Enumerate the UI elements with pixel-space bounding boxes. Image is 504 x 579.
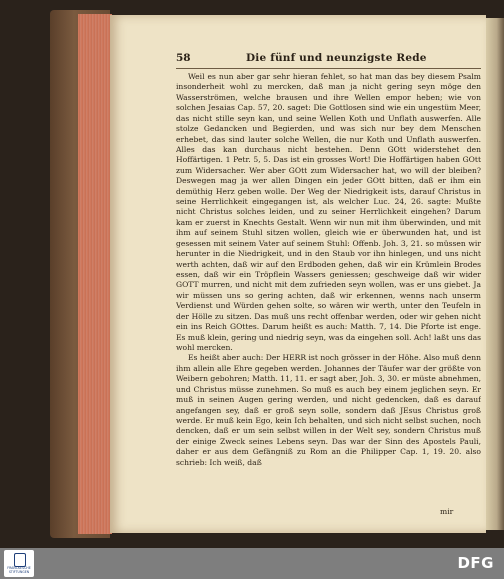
logo-caption: FRANCKESCHE STIFTUNGEN xyxy=(7,566,31,574)
paragraph: Es heißt aber auch: Der HERR ist noch grösser in der Höhe. Also muß denn ihm allein alle Ehre gegeben werden. Johannes der Täufer war der größte von Weibern gebohren; Matth. 11, 11. er sagt aber, Joh. 3, 30. er müste abnehmen, und Christus müsse zunehmen. So muß es auch bey einem jeglichen seyn. Er muß in seinen Augen gering werden, und nicht gedencken, daß es darauf angefangen sey, daß er groß seyn solle, sondern daß JEsus Christus groß werde. Er muß kein Ego, kein Ich behalten, und sich nicht selbst suchen, noch dencken, daß er um sein selbst willen in der Welt sey, sondern Christus muß der einige Zweck seines Lebens seyn. Das war der Sinn des Apostels Pauli, daher er aus dem Gefängniß zu Rom an die Philipper Cap. 1, 19. 20. also schrieb: Ich weiß, daß xyxy=(176,353,481,467)
page-gutter xyxy=(486,18,504,530)
francke-foundation-logo xyxy=(4,550,34,577)
page-body xyxy=(176,72,481,532)
header-rule xyxy=(176,68,481,69)
footer-bar xyxy=(0,548,504,579)
page-edges xyxy=(78,14,112,534)
running-head: Die fünf und neunzigste Rede xyxy=(246,52,427,64)
catchword: mir xyxy=(440,507,454,516)
emblem-icon xyxy=(14,553,26,567)
paragraph: Weil es nun aber gar sehr hieran fehlet, so hat man das bey diesem Psalm insonderheit wohl zu mercken, daß man ja nicht gering seyn möge den Wasserströmen, welche brausen und ihre Wellen empor heben; wie von solchen Jesaias Cap. 57, 20. saget: Die Gottlosen sind wie ein ungestüm Meer, das nicht stille seyn kan, und seine Wellen Koth und Unflath auswerfen. Alle stolze Gedancken und Begierden, und was sich nur bey dem Menschen erhebet, das sind lauter solche Wellen, die nur Koth und Unflath auswerfen. Alles das kan durchaus nicht bestehen. Denn GOtt widerstehet den Hoffärtigen. 1 Petr. 5, 5. Das ist ein grosses Wort! Die Hoffärtigen haben GOtt zum Widersacher. Wer aber GOtt zum Widersacher hat, wo will der bleiben? Deswegen mag ja wer allen Dingen ein jeder GOtt bitten, daß er ihm ein demüthig Herz geben wolle. Der Weg der Niedrigkeit ists, darauf Christus in seine Herrlichkeit eingegangen ist, als welcher Luc. 24, 26. sagte: Mußte nicht Christus solches leiden, und zu seiner Herrlichkeit eingehen? Darum kam er zuerst in Knechts Gestalt. Wenn wir nun mit ihm überwinden, und mit ihm auf seinem Stuhl sitzen wollen, gleich wie er überwunden hat, und ist gesessen mit seinem Vater auf seinem Stuhl: Offenb. Joh. 3, 21. so müssen wir herunter in die Niedrigkeit, und in den Staub vor ihn hinlegen, und uns nicht werth achten, daß wir auf den Erdboden gehen, daß wir ein Krümlein Brodes essen, daß wir ein Tröpflein Wassers geniessen; geschweige daß wir wider GOTT murren, und nicht mit dem zufrieden seyn wollen, was er uns giebet. Ja wir müssen uns so gering achten, daß wir erkennen, wenns nach unserm Verdienst und Würden gehen solte, so wären wir werth, unter den Teufeln in der Hölle zu sitzen. Das muß uns recht offenbar werden, oder wir gehen nicht ein ins Reich GOttes. Darum heißt es auch: Matth. 7, 14. Die Pforte ist enge. Es muß klein, gering und niedrig seyn, was da eingehen soll. Ach! laßt uns das wohl mercken. xyxy=(176,72,481,352)
dfg-logo: DFG xyxy=(457,554,494,572)
page-number: 58 xyxy=(176,52,191,64)
